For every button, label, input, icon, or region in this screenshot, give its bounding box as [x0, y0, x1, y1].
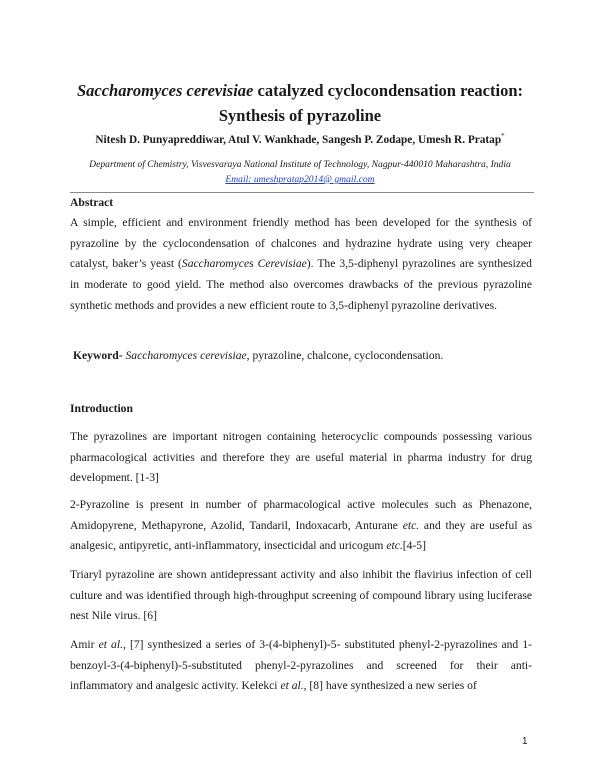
intro-paragraph-4 — [70, 635, 532, 697]
intro-paragraph-1: The pyrazolines are important nitrogen containing heterocyclic compounds possessing various pharmacological activities and therefore they are useful material in pharma industry for drug development. [1-3] — [70, 430, 532, 485]
intro-p2-text-2: and they are useful as analgesic, antipyretic, anti-inflammatory, insecticidal and uricogum — [70, 518, 532, 553]
corresponding-author-mark: * — [501, 132, 505, 140]
abstract-species-name: Saccharomyces Cerevisiae — [181, 257, 307, 271]
title-line1-text: catalyzed cyclocondensation reaction: — [253, 81, 523, 100]
affiliation: Department of Chemistry, Visvesvaraya National Institute of Technology, Nagpur-440010 Maharashtra, India — [89, 159, 511, 170]
introduction-heading: Introduction — [70, 402, 133, 415]
page-number: 1 — [522, 736, 528, 747]
intro-p4-text-1: Amir — [70, 638, 99, 651]
keywords-line — [73, 349, 533, 362]
header-divider — [70, 192, 534, 193]
abstract-text-1: A simple, efficient and environment friendly method has been developed for the synthesis of pyrazoline by the cyclocondensation of chalcones and hydrazine hydrate using very cheaper catalyst, baker’s yeast ( — [70, 216, 532, 271]
author-list — [60, 132, 540, 146]
abstract-heading: Abstract — [70, 196, 114, 209]
abstract-text-2: ). The 3,5-diphenyl pyrazolines are synthesized in moderate to good yield. The method also overcomes drawbacks of the previous pyrazoline synthetic methods and provides a new efficient route to 3,5-diphenyl pyrazoline derivatives. — [70, 257, 532, 312]
intro-p4-text-2: [7] synthesized a series of 3-(4-biphenyl)-5- substituted phenyl-2-pyrazolines and 1-benzoyl-3-(4-biphenyl)-5-substituted phenyl-2-pyrazolines and screened for their anti-inflammatory and analgesic activity. Kelekci — [70, 638, 532, 693]
authors-text: Nitesh D. Punyapreddiwar, Atul V. Wankhade, Sangesh P. Zodape, Umesh R. Pratap — [95, 133, 502, 146]
intro-p4-text-3: [8] have synthesized a new series of — [306, 679, 477, 693]
paper-title-line2: Synthesis of pyrazoline — [218, 106, 382, 125]
intro-p4-etal-1: et al., — [98, 638, 126, 651]
abstract-paragraph — [70, 213, 532, 317]
keyword-list: , pyrazoline, chalcone, cyclocondensation. — [246, 349, 444, 362]
intro-paragraph-2 — [70, 495, 532, 557]
intro-p2-text-3: [4-5] — [402, 539, 426, 553]
paper-title-line1 — [60, 80, 540, 102]
intro-p2-text-1: 2-Pyrazoline is present in number of pharmacological active molecules such as Phenazone, Amidopyrene, Methapyrone, Azolid, Tandaril, Indoxacarb, Anturane — [70, 498, 532, 532]
intro-p4-etal-2: et al., — [280, 679, 307, 693]
intro-p2-etc-2: etc. — [386, 539, 403, 553]
intro-p2-etc-1: etc. — [402, 518, 420, 532]
title-species-name: Saccharomyces cerevisiae — [76, 81, 254, 100]
email-link[interactable]: Email: umeshpratap2014@ gmail.com — [225, 174, 375, 185]
intro-paragraph-3: Triaryl pyrazoline are shown antidepressant activity and also inhibit the flavirius infection of cell culture and was identified through high-throughput screening of compound library using luciferase nest Nile virus. [6] — [70, 568, 532, 623]
keyword-label: Keyword- — [73, 349, 123, 362]
keyword-species-name: Saccharomyces cerevisiae — [122, 349, 247, 362]
